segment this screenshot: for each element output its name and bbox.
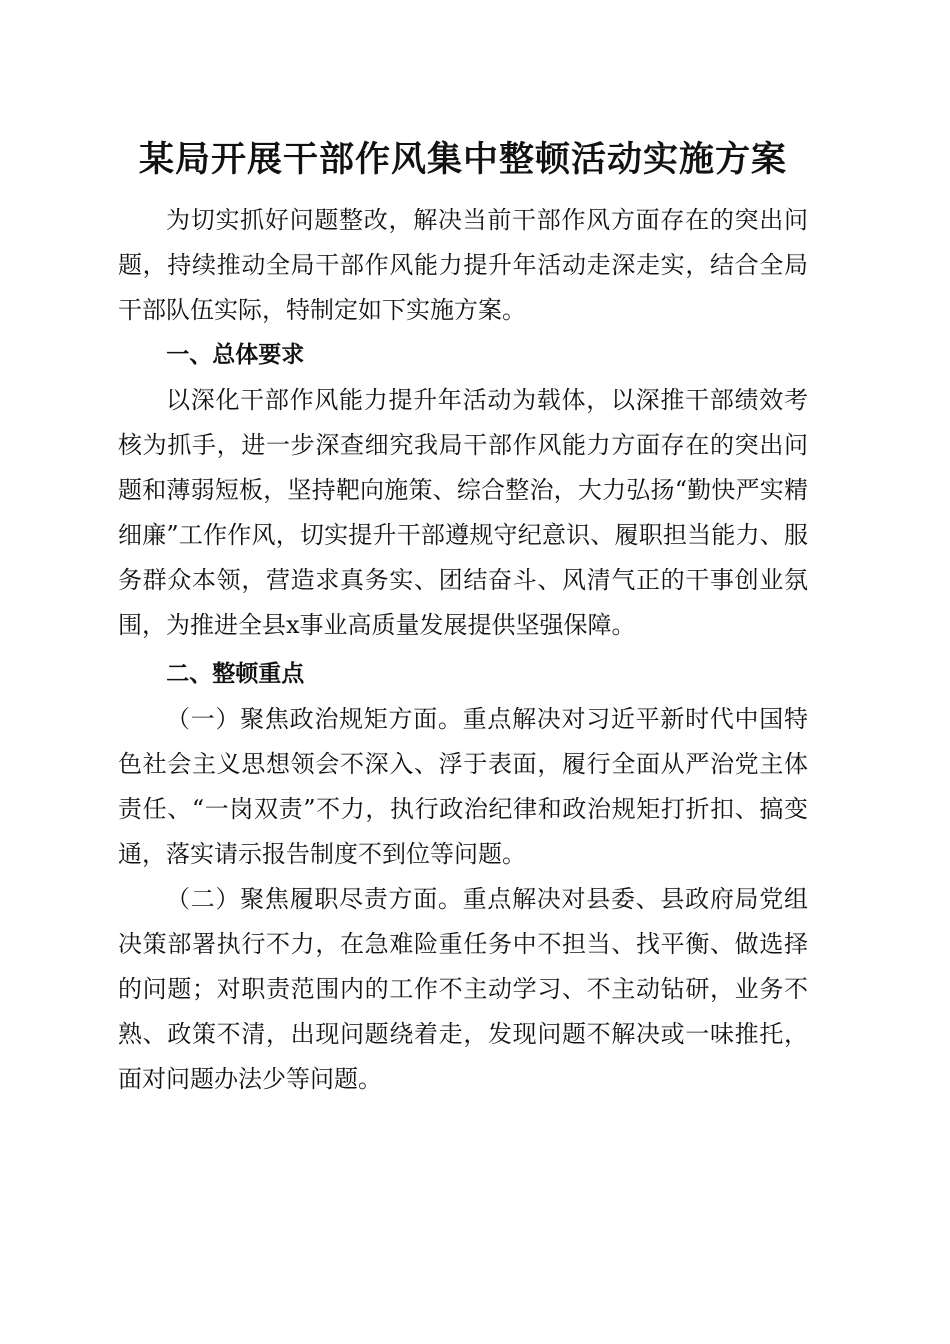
section-paragraph: （二）聚焦履职尽责方面。重点解决对县委、县政府局党组决策部署执行不力，在急难险重任务中不担当、找平衡、做选择的问题；对职责范围内的工作不主动学习、不主动钻研，业务不熟、政策不清，出现问题绕着走，发现问题不解决或一味推托，面对问题办法少等问题。	[118, 885, 808, 1093]
section-paragraph: （一）聚焦政治规矩方面。重点解决对习近平新时代中国特色社会主义思想领会不深入、浮于表面，履行全面从严治党主体责任、“一岗双责”不力，执行政治纪律和政治规矩打折扣、搞变通，落实请示报告制度不到位等问题。	[118, 705, 808, 868]
section-heading-rectification-focus: 二、整顿重点	[166, 661, 305, 687]
document-title: 某局开展干部作风集中整顿活动实施方案	[138, 140, 787, 180]
section-paragraph: 以深化干部作风能力提升年活动为载体，以深推干部绩效考核为抓手，进一步深查细究我局干部作风能力方面存在的突出问题和薄弱短板，坚持靶向施策、综合整治，大力弘扬“勤快严实精细廉”工作作风，切实提升干部遵规守纪意识、履职担当能力、服务群众本领，营造求真务实、团结奋斗、风清气正的干事创业氛围，为推进全县x事业高质量发展提供坚强保障。	[118, 386, 808, 639]
section-heading-general-requirements: 一、总体要求	[166, 342, 305, 368]
intro-paragraph: 为切实抓好问题整改，解决当前干部作风方面存在的突出问题，持续推动全局干部作风能力提升年活动走深走实，结合全局干部队伍实际，特制定如下实施方案。	[118, 206, 808, 324]
document-page	[118, 130, 808, 1102]
